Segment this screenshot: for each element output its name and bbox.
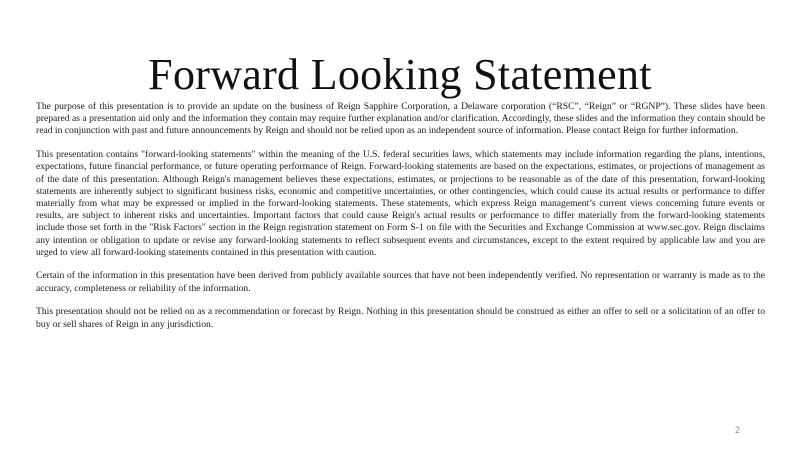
paragraph-purpose: The purpose of this presentation is to provide an update on the business of Reign Sapphire Corporation, a Delaware corporation (“RSC”, “Reign” or “RGNP”). These slides have been prepared as a presentation aid only and the information they contain may require further explanation and/or clarification. Accordingly, these slides and the information they contain should be read in conjunction with past and future announcements by Reign and should not be relied upon as an independent source of information. Please contact Reign for further information.: [36, 101, 765, 137]
body-text: [36, 101, 765, 342]
paragraph-forward-looking: This presentation contains "forward-looking statements" within the meaning of the U.S. federal securities laws, which statements may include information regarding the plans, intentions, expectations, future financial performance, or future operating performance of Reign. Forward-looking statements are based on the expectations, estimates, or projections of management as of the date of this presentation. Although Reign's management believes these expectations, estimates, or projections to be reasonable as of the date of this presentation, forward-looking statements are inherently subject to significant business risks, economic and competitive uncertainties, or other contingencies, which could cause its actual results or performance to differ materially from what may be expressed or implied in the forward-looking statements. These statements, which express Reign management’s current views concerning future events or results, are subject to inherent risks and uncertainties. Important factors that could cause Reign's actual results or performance to differ materially from the forward-looking statements include those set forth in the "Risk Factors" section in the Reign registration statement on Form S-1 on file with the Securities and Exchange Commission at www.sec.gov. Reign disclaims any intention or obligation to update or revise any forward-looking statements to reflect subsequent events and circumstances, except to the extent required by applicable law and you are urged to view all forward-looking statements contained in this presentation with caution.: [36, 149, 765, 258]
paragraph-not-recommendation: This presentation should not be relied on as a recommendation or forecast by Reign. Nothing in this presentation should be construed as either an offer to sell or a solicitation of an offer to buy or sell shares of Reign in any jurisdiction.: [36, 306, 765, 330]
page-number: 2: [734, 425, 740, 435]
slide-title: Forward Looking Statement: [148, 50, 652, 100]
paragraph-sources: Certain of the information in this presentation have been derived from publicly available sources that have not been independently verified. No representation or warranty is made as to the accuracy, completeness or reliability of the information.: [36, 270, 765, 294]
